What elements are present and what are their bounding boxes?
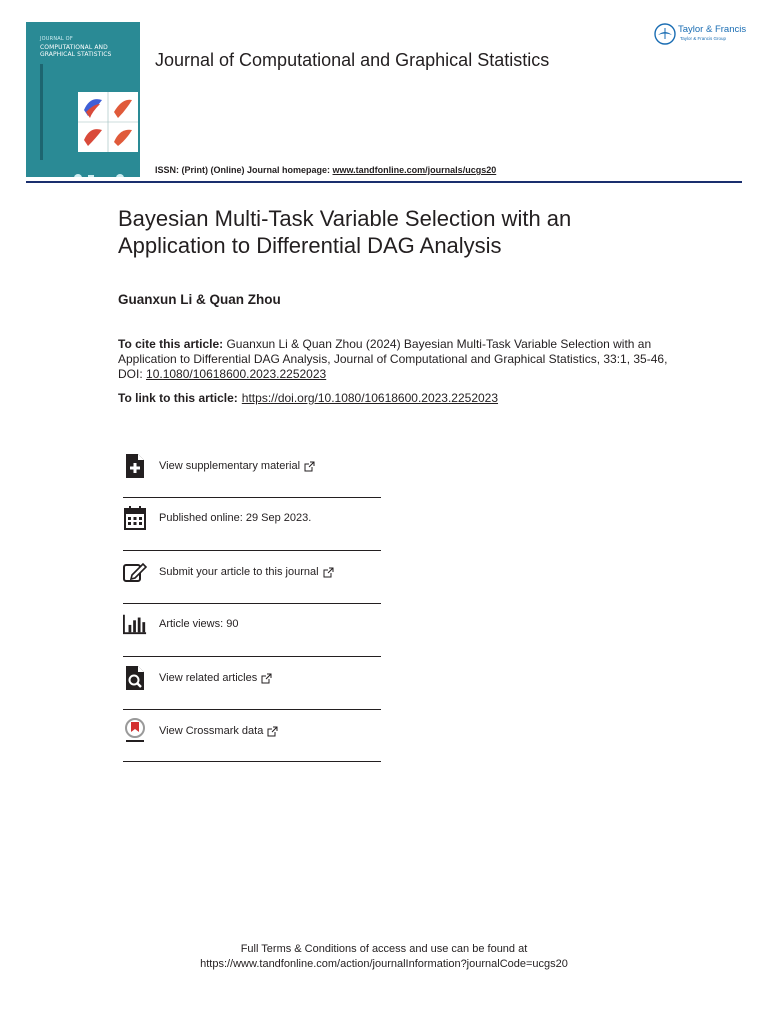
edit-icon (123, 559, 147, 585)
cite-label: To cite this article: (118, 337, 224, 351)
cover-title: COMPUTATIONAL AND GRAPHICAL STATISTICS (40, 44, 112, 58)
action-label: Published online: 29 Sep 2023. (159, 512, 312, 524)
article-title: Bayesian Multi-Task Variable Selection with an Application to Differential DAG Analysis (118, 206, 572, 258)
document-search-icon (123, 665, 147, 691)
footer-line-1: Full Terms & Conditions of access and use can be found at (240, 943, 528, 955)
submit-article-link[interactable] (123, 559, 381, 585)
action-divider (123, 497, 381, 498)
action-label: Article views: 90 (159, 618, 239, 630)
journal-title: Journal of Computational and Graphical Statistics (155, 50, 550, 70)
publisher-name: Taylor & Francis (678, 24, 747, 35)
cover-logos-icon (72, 172, 132, 177)
citation-block (118, 337, 678, 382)
action-label: Submit your article to this journal (159, 566, 319, 578)
link-label: To link to this article: (118, 391, 238, 405)
publisher-subtitle: Taylor & Francis Group (680, 36, 727, 41)
journal-homepage-link[interactable]: www.tandfonline.com/journals/ucgs20 (332, 165, 497, 175)
issn-line (155, 165, 496, 175)
cite-text: Guanxun Li & Quan Zhou (2024) Bayesian Multi-Task Variable Selection with an Application to Differential DAG Analysis, Journal of Computational and Graphical Statistics, 33:1, 35-46, DOI: (118, 337, 668, 381)
crossmark-icon (123, 718, 147, 744)
journal-cover-image (26, 22, 140, 177)
view-crossmark-link[interactable] (123, 718, 381, 744)
footer-terms-link[interactable]: https://www.tandfonline.com/action/journalInformation?journalCode=ucgs20 (200, 958, 568, 970)
external-link-icon (304, 461, 315, 472)
cover-figure-icon (78, 92, 138, 152)
view-supplementary-material-link[interactable] (123, 453, 381, 479)
external-link-icon (323, 567, 334, 578)
cite-doi-link[interactable]: 10.1080/10618600.2023.2252023 (146, 367, 327, 381)
action-label: View supplementary material (159, 460, 301, 472)
action-label: View Crossmark data (159, 725, 264, 737)
action-divider (123, 550, 381, 551)
action-divider (123, 709, 381, 710)
article-link-block (118, 391, 498, 405)
external-link-icon (261, 673, 272, 684)
calendar-icon (123, 505, 147, 531)
footer-terms (0, 942, 768, 972)
document-plus-icon (123, 453, 147, 479)
published-online-item (123, 505, 381, 531)
action-label: View related articles (159, 672, 258, 684)
action-divider (123, 656, 381, 657)
cover-spine-decoration (40, 64, 43, 160)
article-authors: Guanxun Li & Quan Zhou (118, 292, 281, 307)
view-related-articles-link[interactable] (123, 665, 381, 691)
doi-link[interactable]: https://doi.org/10.1080/10618600.2023.2252023 (241, 391, 499, 405)
bar-chart-icon (123, 611, 147, 637)
external-link-icon (267, 726, 278, 737)
action-divider (123, 761, 381, 762)
issn-text: ISSN: (Print) (Online) Journal homepage: (155, 165, 333, 175)
cover-top-text: JOURNAL OF (40, 36, 73, 42)
action-divider (123, 603, 381, 604)
article-views-item (123, 611, 381, 637)
header-divider (26, 181, 742, 183)
